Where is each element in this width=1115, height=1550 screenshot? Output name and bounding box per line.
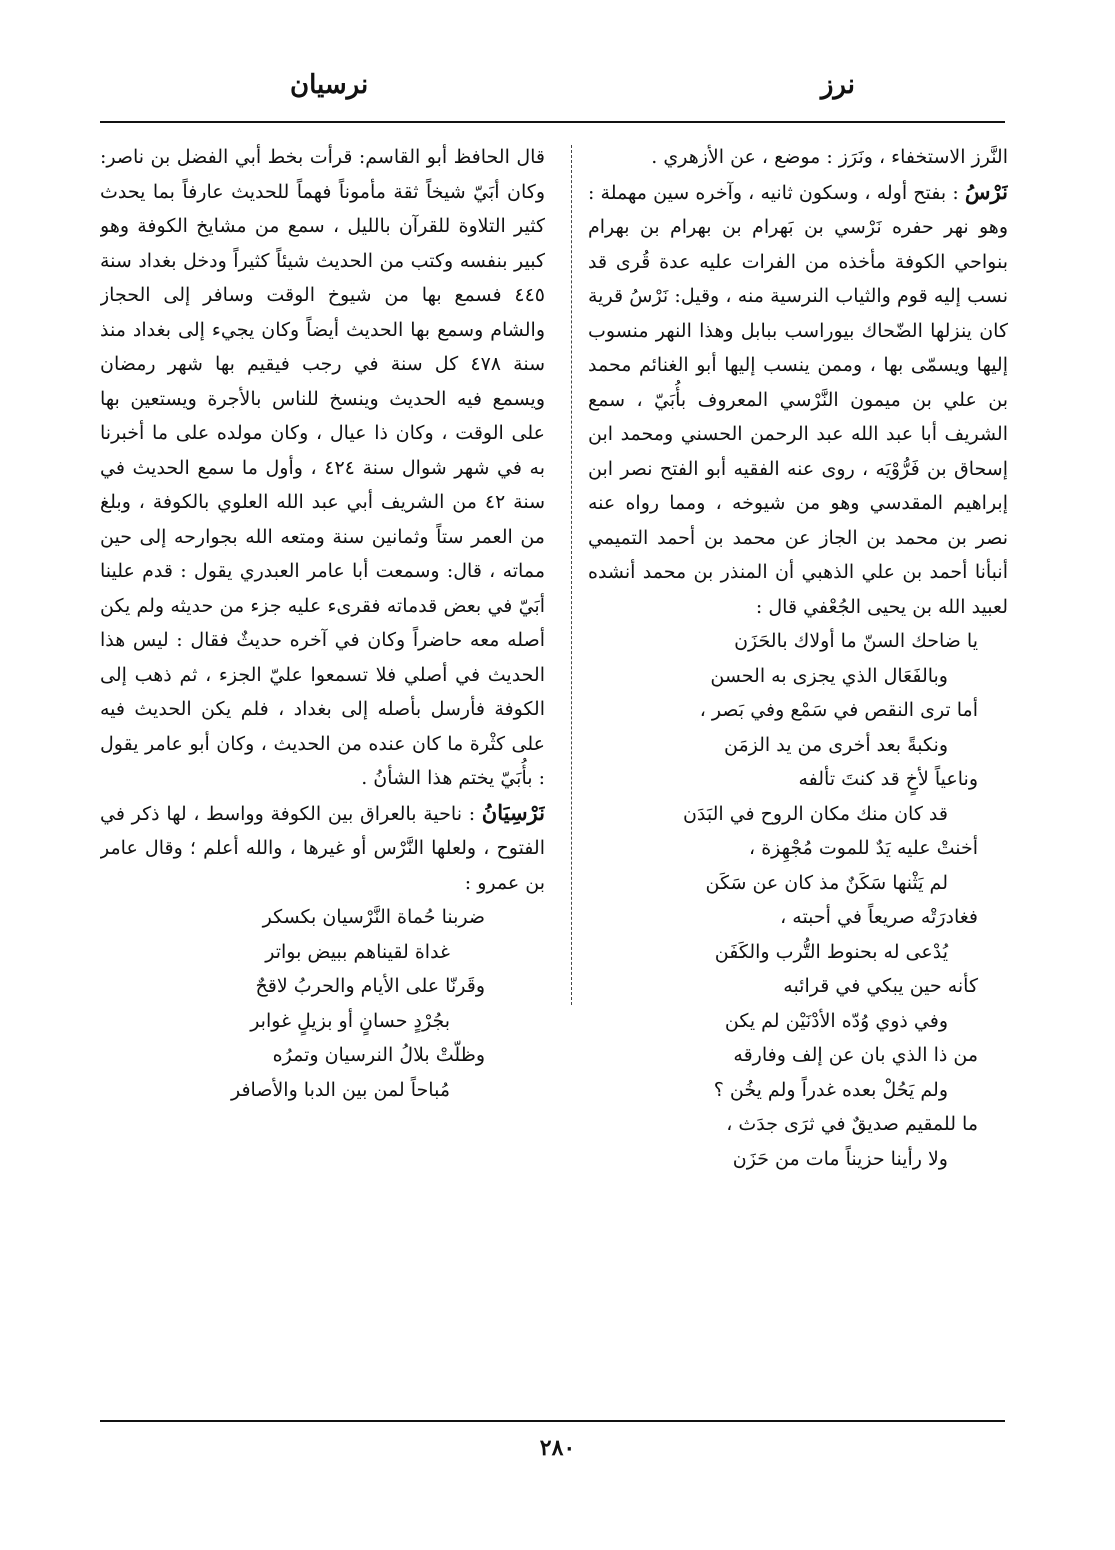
verse-line: يا ضاحك السنّ ما أولاك بالحَزَن — [734, 630, 978, 652]
verse-line: يُدْعى له بحنوط التُّرب والكَفَن — [714, 940, 948, 963]
verse-line: ولم يَحُلْ بعده غدراً ولم يخُن ؟ — [713, 1078, 948, 1101]
header-right-title: نرز — [820, 70, 855, 100]
top-rule — [100, 121, 1005, 123]
bottom-rule — [100, 1420, 1005, 1422]
poem-jufi — [588, 624, 1008, 1176]
poem-amir-bin-amr — [100, 900, 545, 1107]
verse-line: وظلّتْ بلالُ النرسيان وتمرُه — [272, 1044, 485, 1066]
verse-line: غداة لقيناهم ببيض بواتر — [265, 940, 450, 963]
verse-line: وناعياً لأخٍ قد كنتَ تألفه — [798, 768, 978, 790]
verse-line: ولا رأينا حزيناً مات من حَزَن — [732, 1147, 948, 1170]
verse-line: لم يَثْنها سَكَنٌ مذ كان عن سَكَن — [705, 871, 948, 894]
entry-narsu-body: : بفتح أوله ، وسكون ثانيه ، وآخره سين مهملة : وهو نهر حفره نَرْسي بن بَهرام بن بهرام بن بهرام بنواحي الكوفة مأخذه من الفرات عليه عدة قُرى قد نسب إليه قوم والثياب النرسية منه ، وقيل: نَرْسُ قرية كان ينزلها الضّحاك بيوراسب ببابل وهذا النهر منسوب إليها ويسمّى بها ، وممن ينسب إليها أبو الغنائم محمد بن علي بن ميمون النَّرْسي المعروف بأُبَيّ ، سمع الشريف أبا عبد الله عبد الرحمن الحسني ومحمد ابن إسحاق بن فَرُّوْيَه ، روى عنه الفقيه أبو الفتح نصر ابن إبراهيم المقدسي وهو من شيوخه ، ومما رواه عنه نصر بن محمد بن الجاز عن محمد بن أحمد التميمي أنبأنا أحمد بن علي الذهبي أن المنذر بن محمد أنشده لعبيد الله بن يحيى الجُعْفي قال : — [588, 181, 1008, 618]
verse-line: قد كان منك مكان الروح في البَدَن — [682, 802, 948, 825]
verse-line: وبالفَعَال الذي يجزى به الحسن — [710, 664, 948, 687]
verse-line: وقَرنّا على الأيام والحربُ لاقحٌ — [255, 975, 485, 997]
verse-line: أخنتْ عليه يَدٌ للموت مُجْهِزة ، — [749, 837, 978, 859]
verse-line: فغادرَتْه صريعاً في أحبته ، — [780, 906, 978, 928]
verse-line: بجُرْدٍ حسانٍ أو بزيلٍ غوابر — [250, 1009, 450, 1032]
verse-line: من ذا الذي بان عن إلف وفارقه — [733, 1044, 978, 1066]
verse-line: كأنه حين يبكي في قرائبه — [783, 975, 978, 997]
entry-narsiyan — [100, 796, 545, 901]
column-divider — [571, 145, 572, 1005]
verse-line: أما ترى النقص في سَمْع وفي بَصر ، — [699, 699, 978, 721]
right-column — [588, 140, 1008, 1410]
left-column — [100, 140, 545, 1410]
running-header — [100, 70, 1005, 110]
verse-line: ما للمقيم صديقٌ في ثرَى جدَث ، — [726, 1113, 978, 1135]
header-left-title: نرسيان — [290, 70, 369, 100]
entry-narsiyan-body: : ناحية بالعراق بين الكوفة وواسط ، لها ذكر في الفتوح ، ولعلها النَّرْس أو غيرها ، والله أعلم ؛ وقال عامر بن عمرو : — [100, 802, 545, 894]
verse-line: وفي ذوي وُدّه الأدْنَيْن لم يكن — [724, 1009, 948, 1032]
entry-narsiyan-headword: نَرْسِيَانُ — [481, 799, 545, 825]
verse-line: مُباحاً لمن بين الدبا والأصافر — [230, 1078, 450, 1101]
paragraph-narz: النَّرز الاستخفاء ، ونَرَز : موضع ، عن الأزهري . — [651, 146, 1008, 168]
verse-line: ونكبةً بعد أخرى من يد الزمَن — [724, 733, 948, 756]
paragraph-ubayy-biography: قال الحافظ أبو القاسم: قرأت بخط أبي الفضل بن ناصر: وكان أبَيّ شيخاً ثقة مأموناً فهماً للحديث عارفاً بما يحدث كثير التلاوة للقرآن بالليل ، سمع من مشايخ الكوفة وهو كبير بنفسه وكتب من الحديث شيئاً كثيراً ودخل بغداد سنة ٤٤٥ فسمع بها من شيوخ الوقت وسافر إلى الحجاز والشام وسمع بها الحديث أيضاً وكان يجيء إلى بغداد منذ سنة ٤٧٨ كل سنة في رجب فيقيم بها شهر رمضان ويسمع فيه الحديث وينسخ للناس بالأجرة ويستعين بها على الوقت ، وكان ذا عيال ، وكان مولده على ما أخبرنا به في شهر شوال سنة ٤٢٤ ، وأول ما سمع الحديث في سنة ٤٢ من الشريف أبي عبد الله العلوي بالكوفة ، وبلغ من العمر ستاً وثمانين سنة ومتعه الله بجوارحه إلى حين مماته ، قال: وسمعت أبا عامر العبدري يقول : قدم علينا أبَيّ في بعض قدماته فقرىء عليه جزء من حديثه ولم يكن أصله معه حاضراً وكان في آخره حديثٌ فقال : ليس هذا الحديث في أصلي فلا تسمعوا عليّ الجزء ، ثم ذهب إلى الكوفة فأرسل بأصله إلى بغداد ، فلم يكن الحديث فيه على كثْرة ما كان عنده من الحديث ، وكان أبو عامر يقول : بأُبَيّ يختم هذا الشأنُ . — [100, 146, 545, 789]
entry-narsu-headword: نَرْسُ — [964, 178, 1008, 204]
entry-narsu — [588, 175, 1008, 625]
verse-line: ضربنا حُماة النَّرْسيان بكسكر — [262, 906, 485, 928]
page-number: ٢٨٠ — [539, 1435, 576, 1461]
